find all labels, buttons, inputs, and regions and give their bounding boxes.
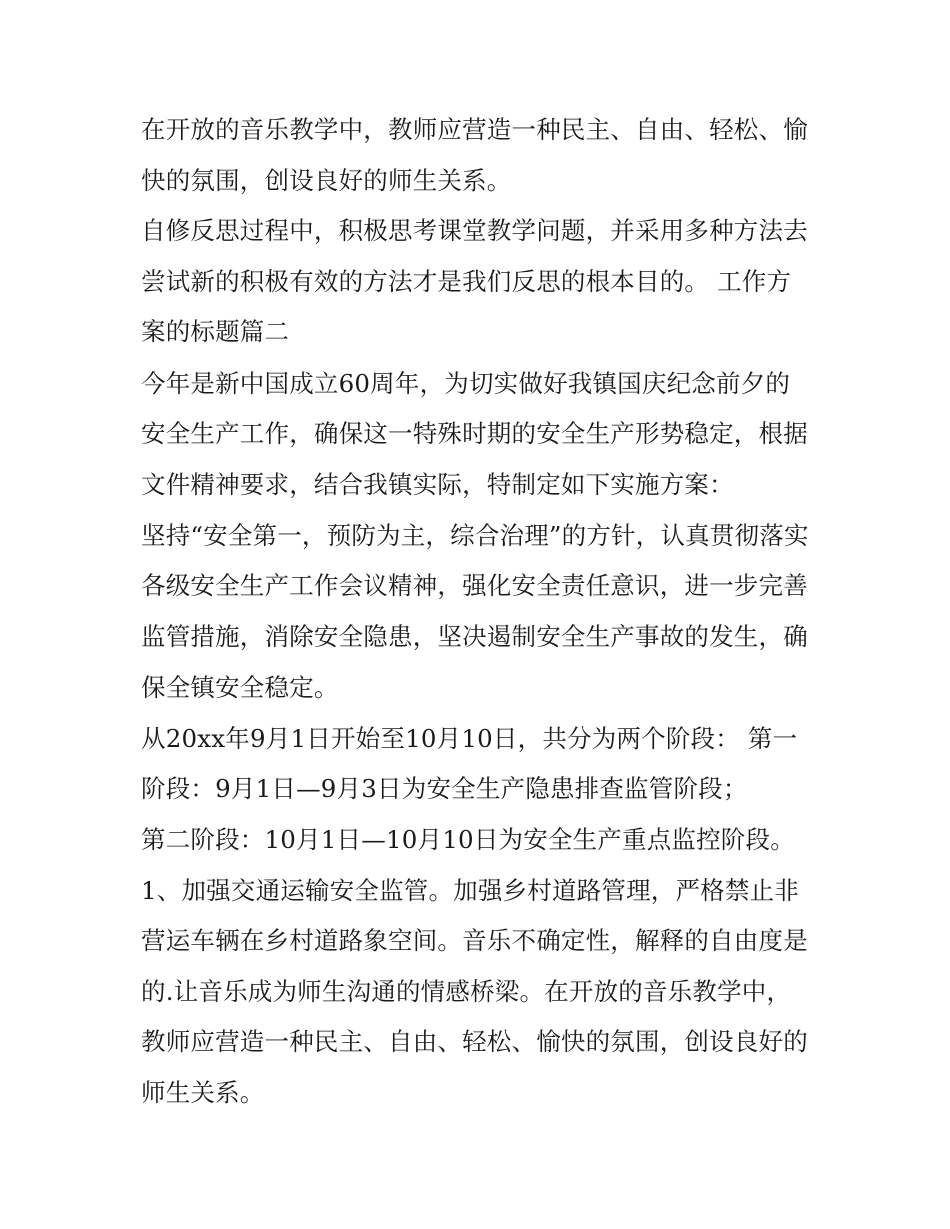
text-line: 营运车辆在乡村道路象空间。音乐不确定性，解释的自由度是 [141,926,808,955]
text-line: 阶段：9月1日—9月3日为安全生产隐患排查监管阶段； [141,774,748,803]
text-line: 尝试新的积极有效的方法才是我们反思的根本目的。 工作方 [141,267,792,296]
text-line: 第二阶段：10月1日—10月10日为安全生产重点监控阶段。 [141,825,795,854]
text-line: 快的氛围，创设良好的师生关系。 [141,166,512,195]
text-line: 监管措施，消除安全隐患，坚决遏制安全生产事故的发生，确 [141,622,808,651]
text-line: 文件精神要求，结合我镇实际，特制定如下实施方案： [141,470,734,499]
text-line: 在开放的音乐教学中，教师应营造一种民主、自由、轻松、愉 [141,115,808,144]
text-line: 教师应营造一种民主、自由、轻松、愉快的氛围，创设良好的 [141,1027,808,1056]
text-line: 的.让音乐成为师生沟通的情感桥梁。在开放的音乐教学中， [141,977,792,1006]
text-line: 保全镇安全稳定。 [141,673,339,702]
text-line: 各级安全生产工作会议精神，强化安全责任意识，进一步完善 [141,571,808,600]
text-line: 今年是新中国成立60周年，为切实做好我镇国庆纪念前夕的 [141,369,791,398]
text-line: 案的标题篇二 [141,317,290,346]
text-line: 从20xx年9月1日开始至10月10日，共分为两个阶段： 第一 [141,724,798,753]
text-line: 安全生产工作，确保这一特殊时期的安全生产形势稳定，根据 [141,419,808,448]
text-line: 自修反思过程中，积极思考课堂教学问题，并采用多种方法去 [141,216,808,245]
text-line: 坚持“安全第一，预防为主，综合治理”的方针，认真贯彻落实 [141,521,809,550]
text-line: 1、加强交通运输安全监管。加强乡村道路管理，严格禁止非 [141,876,799,905]
text-line: 师生关系。 [141,1078,265,1107]
